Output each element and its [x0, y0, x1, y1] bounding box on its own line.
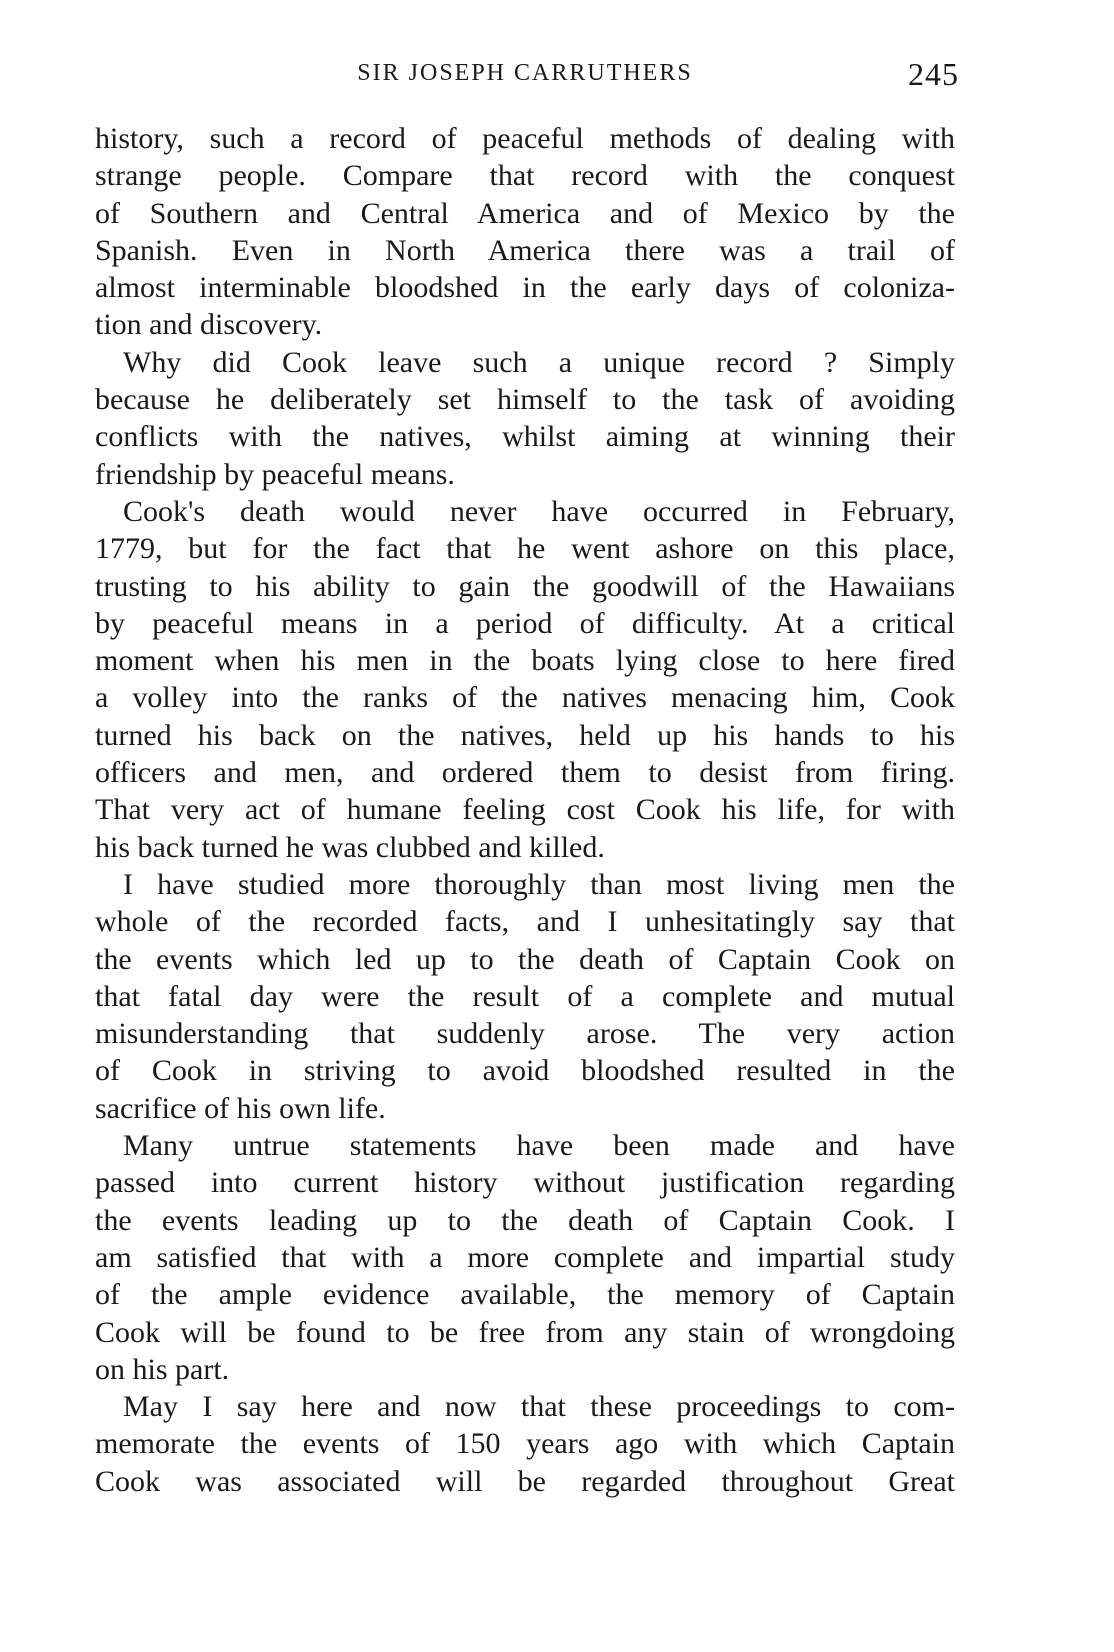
text-line: the events which led up to the death of Captain Cook on [95, 942, 955, 976]
paragraph [95, 120, 955, 344]
text-line: of Cook in striving to avoid bloodshed resulted in the [95, 1054, 955, 1088]
text-line: May I say here and now that these proceedings to com- [123, 1390, 955, 1424]
text-line: of the ample evidence available, the memory of Captain [95, 1278, 955, 1312]
text-line: 1779, but for the fact that he went ashore on this place, [95, 532, 955, 566]
text-line: passed into current history without justification regarding [95, 1166, 955, 1200]
text-line: misunderstanding that suddenly arose. The very action [95, 1017, 955, 1051]
text-line: whole of the recorded facts, and I unhesitatingly say that [95, 905, 955, 939]
text-line: tion and discovery. [95, 308, 323, 342]
text-line: turned his back on the natives, held up his hands to his [95, 718, 955, 752]
text-line: by peaceful means in a period of difficulty. At a critical [95, 606, 955, 640]
text-line: his back turned he was clubbed and killed. [95, 830, 605, 864]
text-line: Many untrue statements have been made and have [123, 1129, 955, 1163]
text-line: officers and men, and ordered them to desist from firing. [95, 756, 955, 790]
text-line: memorate the events of 150 years ago with which Captain [95, 1427, 955, 1461]
text-line: sacrifice of his own life. [95, 1091, 386, 1125]
text-line: almost interminable bloodshed in the early days of coloniza- [95, 271, 955, 305]
text-line: conflicts with the natives, whilst aiming at winning their [95, 420, 955, 454]
text-line: that fatal day were the result of a complete and mutual [95, 979, 955, 1013]
text-line: That very act of humane feeling cost Cook his life, for with [95, 793, 955, 827]
text-line: of Southern and Central America and of Mexico by the [95, 196, 955, 230]
text-line: Spanish. Even in North America there was a trail of [95, 233, 955, 267]
text-line: I have studied more thoroughly than most living men the [123, 867, 955, 901]
text-line: friendship by peaceful means. [95, 457, 455, 491]
paragraph [95, 493, 955, 866]
text-line: moment when his men in the boats lying close to here fired [95, 644, 955, 678]
text-line: the events leading up to the death of Captain Cook. I [95, 1203, 955, 1237]
text-line: because he deliberately set himself to the task of avoiding [95, 383, 955, 417]
page-number: 245 [908, 56, 959, 92]
text-line: trusting to his ability to gain the goodwill of the Hawaiians [95, 569, 955, 603]
text-line: a volley into the ranks of the natives menacing him, Cook [95, 681, 955, 715]
text-line: Cook's death would never have occurred in February, [123, 494, 955, 528]
body-text [95, 120, 955, 1500]
paragraph [95, 1388, 955, 1500]
text-line: history, such a record of peaceful methods of dealing with [95, 122, 955, 155]
text-line: Cook was associated will be regarded throughout Great [95, 1464, 955, 1498]
text-line: am satisfied that with a more complete and impartial study [95, 1240, 955, 1274]
text-line: Why did Cook leave such a unique record ? Simply [123, 345, 955, 379]
running-head [95, 56, 959, 96]
paragraph [95, 866, 955, 1127]
paragraph [95, 344, 955, 493]
running-title: SIR JOSEPH CARRUTHERS [357, 60, 693, 86]
text-line: on his part. [95, 1352, 230, 1386]
paragraph [95, 1127, 955, 1388]
text-line: Cook will be found to be free from any stain of wrongdoing [95, 1315, 955, 1349]
text-line: strange people. Compare that record with the conquest [95, 159, 955, 193]
